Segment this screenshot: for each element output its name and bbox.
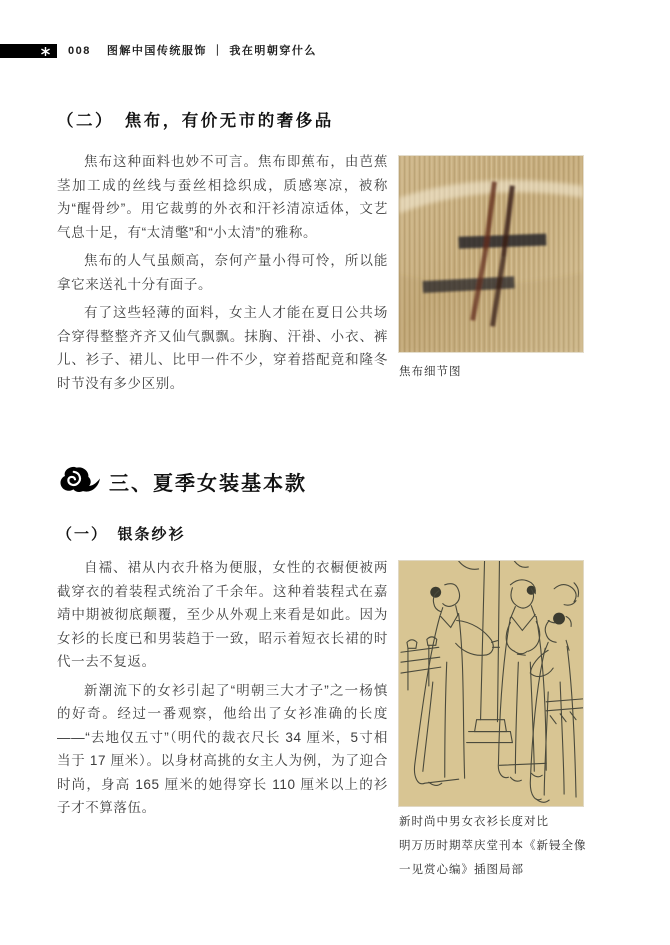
woodblock-print-graphic: [399, 561, 583, 806]
paragraph: 焦布的人气虽颇高，奈何产量小得可怜，所以能拿它来送礼十分有面子。: [57, 253, 388, 292]
caption-line: 新时尚中男女衣衫长度对比: [399, 816, 549, 828]
subsection-heading-yintiao: （一） 银条纱衫: [57, 526, 186, 543]
yintiao-text-column: [57, 556, 388, 825]
fabric-photo-caption: 焦布细节图: [399, 366, 462, 378]
section-heading-jiaobu: （二） 焦布，有价无市的奢侈品: [57, 112, 334, 130]
woodblock-print-illustration: [398, 560, 584, 807]
section-heading-summer: 三、夏季女装基本款: [109, 472, 307, 495]
woodblock-print-caption: [399, 810, 609, 882]
caption-line: 一见赏心编》插图局部: [399, 864, 524, 876]
page-number: 008: [68, 45, 91, 57]
running-header: [68, 42, 317, 58]
auspicious-cloud-icon: [60, 464, 100, 498]
header-divider: ｜: [211, 45, 225, 57]
paragraph: 有了这些轻薄的面料，女主人才能在夏日公共场合穿得整整齐齐又仙气飘飘。抹胸、汗褂、小衣、裤儿、衫子、裙儿、比甲一件不少，穿着搭配竟和隆冬时节没有多少区别。: [57, 305, 388, 391]
paragraph: 焦布这种面料也妙不可言。焦布即蕉布，由芭蕉茎加工成的丝线与蚕丝相捻织成，质感寒凉，被称为“醒骨纱”。用它裁剪的外衣和汗衫清凉适体，文艺气息十足，有“太清氅”和“小太清”的雅称。: [57, 154, 388, 240]
fabric-photo-graphic: [399, 156, 583, 352]
caption-line: 明万历时期萃庆堂刊本《新锓全像: [399, 840, 587, 852]
paragraph: 自襦、裙从内衣升格为便服，女性的衣橱便被两截穿衣的着装程式统治了千余年。这种着装程式在嘉靖中期被彻底颠覆，至少从外观上来看是如此。因为女衫的长度已和男装趋于一致，昭示着短衣长裙的时代一去不复返。: [57, 560, 388, 669]
header-black-bar: [0, 44, 57, 58]
book-title: 图解中国传统服饰: [106, 45, 207, 57]
section-heading-summer-row: [60, 464, 307, 498]
flower-asterisk-icon: [41, 47, 50, 56]
paragraph: 新潮流下的女衫引起了“明朝三大才子”之一杨慎的好奇。经过一番观察，他给出了女衫准确的长度——“去地仅五寸”（明代的裁衣尺长 34 厘米，5寸相当于 17 厘米）。以身材高挑的女主人为例，为了迎合时尚，身高 165 厘米的她得穿长 110 厘米以上的衫子才不算落伍。: [57, 682, 388, 815]
jiaobu-text-column: [57, 150, 388, 400]
fabric-photo: [398, 155, 584, 353]
chapter-title: 我在明朝穿什么: [229, 45, 317, 57]
